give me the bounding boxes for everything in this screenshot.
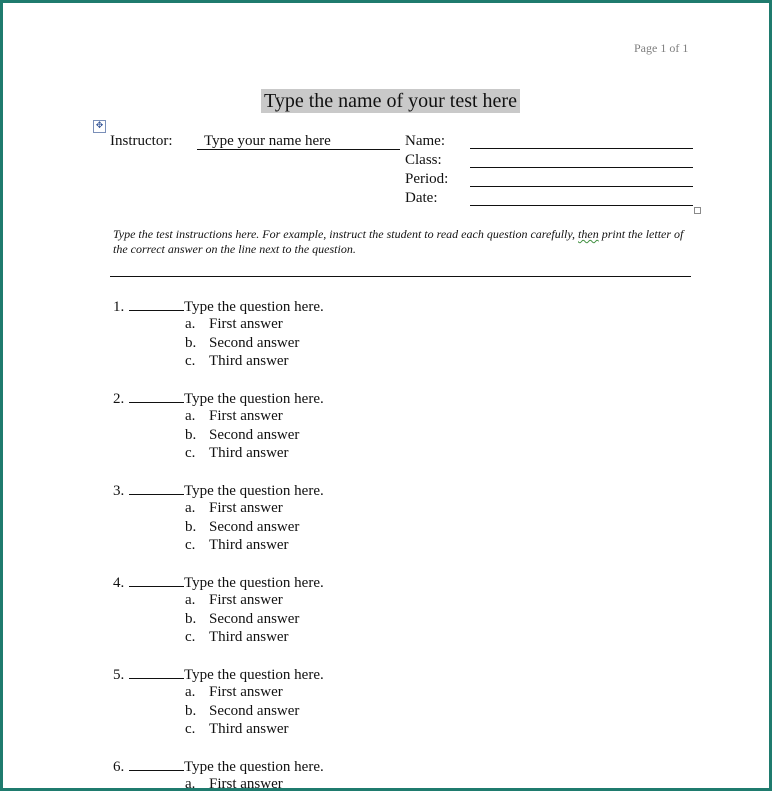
- table-resize-handle[interactable]: [694, 207, 701, 214]
- question-text[interactable]: Type the question here.: [184, 391, 324, 407]
- answer-blank[interactable]: [129, 297, 184, 311]
- answer-option: [113, 720, 673, 739]
- answer-text[interactable]: First answer: [209, 592, 283, 608]
- question-number: 2.: [113, 391, 125, 407]
- answer-option: [113, 536, 673, 555]
- answer-letter: a.: [185, 500, 196, 516]
- answer-option: [113, 426, 673, 445]
- answer-text[interactable]: First answer: [209, 776, 283, 792]
- answer-text[interactable]: Second answer: [209, 518, 300, 535]
- answer-letter: a.: [185, 776, 196, 792]
- answer-text[interactable]: Third answer: [209, 629, 289, 645]
- answer-text[interactable]: Second answer: [209, 702, 300, 719]
- answer-letter: b.: [185, 518, 197, 535]
- question-3: [113, 481, 673, 555]
- answer-text[interactable]: First answer: [209, 684, 283, 700]
- answer-option: [113, 683, 673, 702]
- test-title[interactable]: Type the name of your test here: [261, 89, 520, 113]
- answer-blank[interactable]: [129, 389, 184, 403]
- question-5: [113, 665, 673, 739]
- date-label: Date:: [405, 190, 438, 206]
- answer-text[interactable]: Second answer: [209, 426, 300, 443]
- answer-letter: c.: [185, 629, 196, 645]
- question-text[interactable]: Type the question here.: [184, 483, 324, 499]
- answer-text[interactable]: Third answer: [209, 537, 289, 553]
- name-label: Name:: [405, 133, 445, 149]
- grammar-flagged-word: then: [578, 227, 599, 241]
- answer-option: [113, 334, 673, 353]
- answer-blank[interactable]: [129, 573, 184, 587]
- answer-option: [113, 702, 673, 721]
- question-number: 4.: [113, 575, 125, 591]
- answer-letter: b.: [185, 426, 197, 443]
- answer-letter: a.: [185, 592, 196, 608]
- question-1: [113, 297, 673, 371]
- instructor-name-field[interactable]: Type your name here: [197, 132, 400, 150]
- answer-option: [113, 444, 673, 463]
- answer-blank[interactable]: [129, 757, 184, 771]
- answer-letter: c.: [185, 721, 196, 737]
- class-label: Class:: [405, 152, 442, 168]
- answer-text[interactable]: Third answer: [209, 721, 289, 737]
- answer-letter: b.: [185, 702, 197, 719]
- class-blank-line[interactable]: [470, 167, 693, 168]
- answer-option: [113, 628, 673, 647]
- question-text[interactable]: Type the question here.: [184, 667, 324, 683]
- answer-text[interactable]: First answer: [209, 500, 283, 516]
- answer-letter: a.: [185, 316, 196, 332]
- question-2: [113, 389, 673, 463]
- instructor-label: Instructor:: [110, 133, 173, 149]
- answer-option: [113, 518, 673, 537]
- period-blank-line[interactable]: [470, 186, 693, 187]
- answer-letter: c.: [185, 445, 196, 461]
- answer-text[interactable]: Third answer: [209, 353, 289, 369]
- question-number: 6.: [113, 759, 125, 775]
- section-divider: [110, 276, 691, 277]
- answer-option: [113, 352, 673, 371]
- answer-option: [113, 610, 673, 629]
- table-move-icon[interactable]: ✥: [93, 120, 106, 133]
- date-blank-line[interactable]: [470, 205, 693, 206]
- name-blank-line[interactable]: [470, 148, 693, 149]
- question-number: 5.: [113, 667, 125, 683]
- test-instructions[interactable]: [113, 227, 693, 257]
- period-label: Period:: [405, 171, 449, 187]
- answer-letter: b.: [185, 610, 197, 627]
- question-text[interactable]: Type the question here.: [184, 299, 324, 315]
- question-4: [113, 573, 673, 647]
- answer-text[interactable]: Second answer: [209, 610, 300, 627]
- answer-text[interactable]: Second answer: [209, 334, 300, 351]
- instructions-text-end: print the letter of the correct answer on the line next to the question.: [113, 227, 684, 256]
- answer-letter: c.: [185, 537, 196, 553]
- answer-option: [113, 499, 673, 518]
- answer-option: [113, 315, 673, 334]
- page-number: Page 1 of 1: [634, 41, 689, 55]
- answer-option: [113, 591, 673, 610]
- question-6: [113, 757, 673, 794]
- answer-letter: b.: [185, 334, 197, 351]
- answer-text[interactable]: First answer: [209, 316, 283, 332]
- answer-text[interactable]: First answer: [209, 408, 283, 424]
- answer-letter: c.: [185, 353, 196, 369]
- question-number: 3.: [113, 483, 125, 499]
- instructions-text-start: Type the test instructions here. For example, instruct the student to read each question carefully,: [113, 227, 579, 241]
- answer-blank[interactable]: [129, 481, 184, 495]
- question-text[interactable]: Type the question here.: [184, 759, 324, 775]
- answer-text[interactable]: Third answer: [209, 445, 289, 461]
- answer-blank[interactable]: [129, 665, 184, 679]
- question-number: 1.: [113, 299, 125, 315]
- answer-letter: a.: [185, 684, 196, 700]
- answer-letter: a.: [185, 408, 196, 424]
- answer-option: [113, 407, 673, 426]
- question-text[interactable]: Type the question here.: [184, 575, 324, 591]
